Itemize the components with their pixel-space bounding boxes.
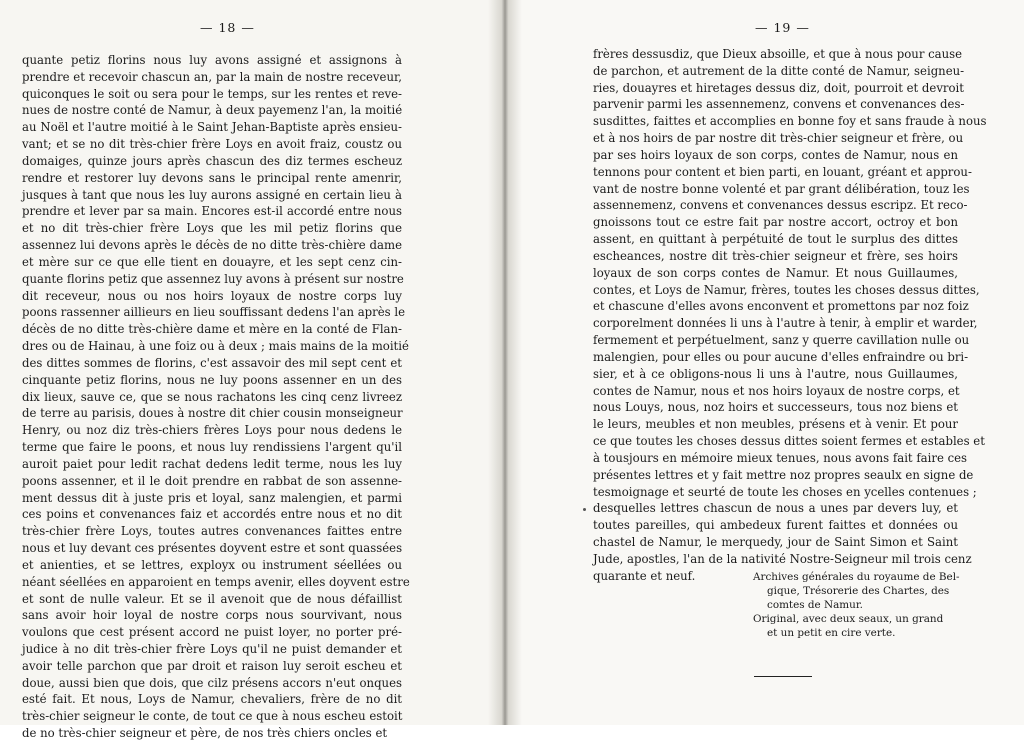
- text-line: présentes lettres et y fait mettre noz propres seaulx en signe de: [593, 467, 974, 482]
- text-line: chastel de Namur, le merquedy, jour de Saint Simon et Saint: [593, 535, 958, 550]
- text-line: poons rassenner aillieurs en lieu souffissant dedens l'an après le: [22, 305, 406, 320]
- text-line: doue, aussi bien que dois, que cilz présens accors n'eut onques: [22, 675, 402, 690]
- text-line: quarante et neuf.: [593, 568, 696, 583]
- text-line: Jude, apostles, l'an de la nativité Nostre-Seigneur mil trois cenz: [593, 551, 972, 566]
- text-line: assennemenz, convens et convenances dessus escripz. Et reco-: [593, 198, 968, 213]
- archive-note-line: comtes de Namur.: [767, 599, 863, 611]
- right-body-text: [593, 46, 987, 585]
- closing-rule: [754, 676, 812, 677]
- text-line: et chascune d'elles avons enconvent et promettons par noz foiz: [593, 299, 969, 314]
- text-line: de no très-chier seigneur et père, de nos très chiers oncles et: [22, 726, 388, 741]
- text-line: et no dit très-chier frère Loys que les mil petiz florins que: [22, 221, 402, 236]
- text-line: très-chier seigneur le conte, de tout ce que à nous escheu estoit: [22, 709, 403, 724]
- text-line: vant de nostre bonne volenté et par grant délibération, touz les: [593, 181, 970, 196]
- text-line: des dittes sommes de florins, c'est assavoir des mil sept cent et: [22, 355, 402, 370]
- text-line: esté fait. Et nous, Loys de Namur, chevaliers, frère de no dit: [22, 692, 402, 707]
- text-line: et anienties, et se lettres, exployx ou instrument séellées ou: [22, 557, 402, 572]
- text-line: quante florins petiz que assennez luy avons à présent sur nostre: [22, 271, 404, 286]
- text-line: domaiges, quinze jours après chascun des diz termes escheuz: [22, 153, 402, 168]
- text-line: rendre et restorer luy devons sans le principal rente amenrir,: [22, 170, 402, 185]
- text-line: gnoissons tout ce estre fait par nostre accort, octroy et bon: [593, 215, 958, 230]
- text-line: et à nos hoirs de par nostre dit très-chier seigneur et frère, ou: [593, 131, 964, 146]
- text-line: voulons que cest présent accord ne puist loyer, no porter pré-: [22, 625, 402, 640]
- text-line: escheances, nostre dit très-chier seigneur et frère, ses hoirs: [593, 248, 958, 263]
- archive-source-note: [753, 570, 973, 640]
- text-line: contes de Namur, nous et nos hoirs loyaux de nostre corps, et: [593, 383, 960, 398]
- text-line: malengien, pour elles ou pour aucune d'elles enfraindre ou bri-: [593, 349, 969, 364]
- text-line: et sont de nulle valeur. Et se il avenoit que de nous défaillist: [22, 591, 402, 606]
- text-line: de parchon, et autrement de la ditte conté de Namur, seigneu-: [593, 63, 965, 78]
- text-line: prendre et recevoir chascun an, par la main de nostre receveur,: [22, 69, 402, 84]
- text-line: parvenir parmi les assennemenz, convens et convenances des-: [593, 97, 965, 112]
- left-body-text: [22, 52, 410, 742]
- text-line: ce que toutes les choses dessus dittes soient fermes et estables et: [593, 434, 985, 449]
- text-line: très-chier frère Loys, toutes autres convenances faittes entre: [22, 524, 402, 539]
- text-line: desquelles lettres chascun de nous a unes par devers luy, et: [593, 501, 958, 516]
- text-line: ment dessus dit à juste pris et loyal, sanz malengien, et parmi: [22, 490, 402, 505]
- text-line: tesmoignage et seurté de toute les choses en ycelles contenues ;: [593, 484, 977, 499]
- text-line: sier, et à ce obligons-nous li uns à l'autre, nous Guillaumes,: [593, 366, 958, 381]
- text-line: auroit paiet pour ledit rachat dedens ledit terme, nous les luy: [22, 456, 402, 471]
- text-line: judice à no dit très-chier frère Loys qu'il ne puist demander et: [22, 641, 402, 656]
- text-line: par ses hoirs loyaux de son corps, contes de Namur, nous en: [593, 147, 958, 162]
- text-line: poons assenner, et il le doit prendre en rabbat de son assenne-: [22, 473, 402, 488]
- text-line: susdittes, faittes et accomplies en bonne foy et sans fraude à nous: [593, 114, 987, 129]
- text-line: nues de nostre conté de Namur, à deux payemenz l'an, la moitié: [22, 103, 403, 118]
- text-line: loyaux de son corps contes de Namur. Et nous Guillaumes,: [593, 265, 958, 280]
- text-line: dix lieux, sauve ce, que se nous rachatons les cinq cenz livreez: [22, 389, 402, 404]
- archive-note-line: Original, avec deux seaux, un grand: [753, 613, 944, 625]
- page-number: — 19 —: [755, 20, 810, 35]
- text-line: néant séellées en apparoient en temps avenir, elles doyvent estre: [22, 574, 410, 589]
- text-line: nous et luy devant ces présentes doyvent estre et sont quassées: [22, 541, 403, 556]
- text-line: à tousjours en mémoire mieux tenues, nous avons fait faire ces: [593, 450, 968, 465]
- text-line: corporelment données li uns à l'autre à tenir, à emplir et warder,: [593, 316, 978, 331]
- text-line: assennez lui devons après le décès de no ditte très-chière dame: [22, 238, 402, 253]
- text-line: dit receveur, nous ou nos hoirs loyaux de nostre corps luy: [22, 288, 402, 303]
- left-page: [0, 0, 500, 741]
- text-line: avoir telle parchon que par droit et raison luy seroit escheu et: [22, 658, 402, 673]
- text-line: tennons pour content et bien parti, en louant, gréant et approu-: [593, 164, 972, 179]
- text-line: ries, douayres et hiretages dessus diz, doit, pourroit et devroit: [593, 80, 964, 95]
- text-line: assent, en quittant à perpétuité de tout le surplus des dittes: [593, 232, 958, 247]
- text-line: sans avoir hoir loyal de nostre corps nous sourvivant, nous: [22, 608, 402, 623]
- text-line: nous Louys, nous, noz hoirs et successeurs, tous noz biens et: [593, 400, 958, 415]
- archive-note-line: gique, Trésorerie des Chartes, des: [767, 585, 950, 597]
- text-line: fermement et perpétuelment, sanz y querre cavillation nulle ou: [593, 333, 970, 348]
- text-line: prendre et lever par sa main. Encores est-il accordé entre nous: [22, 204, 402, 219]
- text-line: cinquante petiz florins, nous ne luy poons assenner en un des: [22, 372, 402, 387]
- text-line: terme que faire le poons, et nous luy rendissiens l'argent qu'il: [22, 440, 402, 455]
- right-page: [510, 0, 1024, 725]
- text-line: toutes pareilles, qui ambedeux furent faittes et données ou: [593, 518, 958, 533]
- text-line: de terre au parisis, doues à nostre dit chier cousin monseigneur: [22, 406, 403, 421]
- text-line: ces poins et convenances faiz et accordés entre nous et no dit: [22, 507, 402, 522]
- text-line: quante petiz florins nous luy avons assigné et assignons à: [22, 53, 402, 67]
- text-line: le leurs, meubles et non meubles, présens et à venir. Et pour: [593, 417, 958, 432]
- text-line: quiconques le soit ou sera pour le temps, sur les rentes et reve-: [22, 86, 402, 101]
- ink-speck: [583, 508, 586, 511]
- page-number: — 18 —: [200, 20, 255, 35]
- text-line: décès de no ditte très-chière dame et mère en la conté de Flan-: [22, 322, 402, 337]
- archive-note-line: et un petit en cire verte.: [767, 627, 896, 639]
- text-line: jusques à tant que nous les luy aurons assigné en certain lieu à: [22, 187, 402, 202]
- book-gutter: [488, 0, 522, 725]
- archive-note-line: Archives générales du royaume de Bel-: [753, 571, 960, 583]
- text-line: contes, et Loys de Namur, frères, toutes les choses dessus dittes,: [593, 282, 980, 297]
- text-line: vant; et se no dit très-chier frère Loys en avoit fraiz, coustz ou: [22, 137, 402, 152]
- text-line: frères dessusdiz, que Dieux absoille, et que à nous pour cause: [593, 47, 963, 61]
- text-line: au Noël et l'autre moitié à le Saint Jehan-Baptiste après ensieu-: [22, 120, 402, 135]
- text-line: dres ou de Hainau, à une foiz ou à deux ; mais mains de la moitié: [22, 339, 409, 354]
- text-line: et mère sur ce que elle tient en douayre, et les sept cenz cin-: [22, 254, 402, 269]
- text-line: Henry, ou noz diz très-chiers frères Loys pour nous dedens le: [22, 423, 402, 438]
